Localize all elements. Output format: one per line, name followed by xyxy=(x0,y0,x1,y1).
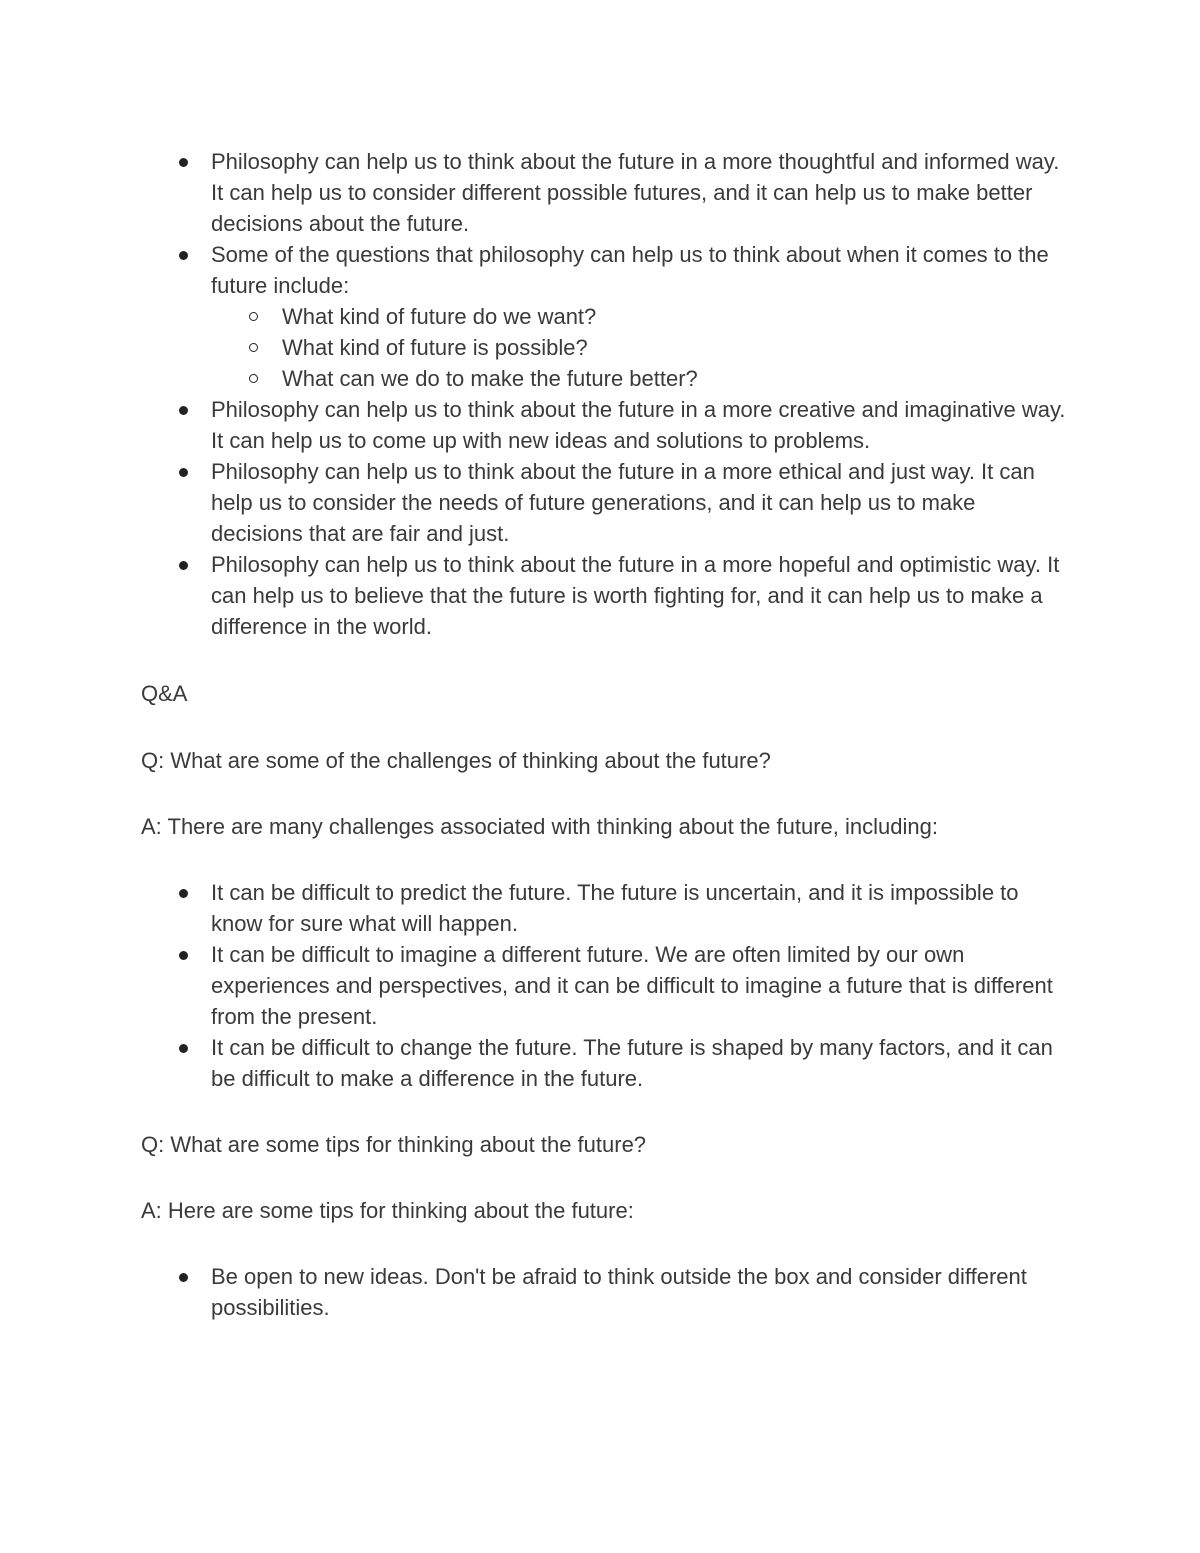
list-item xyxy=(211,549,1066,642)
list-item xyxy=(211,877,1066,939)
bullet-dot-icon xyxy=(179,951,188,960)
list-item xyxy=(211,1032,1066,1094)
sub-list-item-text: What kind of future do we want? xyxy=(282,304,597,329)
list-item-text: Philosophy can help us to think about the future in a more ethical and just way. It can help us to consider the needs of future generations, and it can help us to make decisions that are fair and just. xyxy=(211,459,1035,546)
sub-list-item xyxy=(282,301,1066,332)
bullet-dot-icon xyxy=(179,468,188,477)
list-item-text: It can be difficult to imagine a different future. We are often limited by our own experiences and perspectives, and it can be difficult to imagine a future that is different from the present. xyxy=(211,942,1053,1029)
list-item xyxy=(211,939,1066,1032)
bullet-circle-icon xyxy=(249,374,258,383)
bullet-dot-icon xyxy=(179,561,188,570)
list-item-text: Philosophy can help us to think about the future in a more creative and imaginative way. It can help us to come up with new ideas and solutions to problems. xyxy=(211,397,1066,453)
bullet-circle-icon xyxy=(249,343,258,352)
answer-2-bullet-list xyxy=(141,1261,1066,1323)
document-content xyxy=(141,146,1066,1323)
list-item-text: Some of the questions that philosophy can help us to think about when it comes to the future include: xyxy=(211,242,1049,298)
bullet-dot-icon xyxy=(179,1273,188,1282)
answer-2: A: Here are some tips for thinking about the future: xyxy=(141,1198,634,1223)
list-item xyxy=(211,394,1066,456)
question-2: Q: What are some tips for thinking about the future? xyxy=(141,1132,647,1157)
bullet-dot-icon xyxy=(179,889,188,898)
sub-list-item xyxy=(282,363,1066,394)
intro-bullet-list xyxy=(141,146,1066,642)
answer-1: A: There are many challenges associated with thinking about the future, including: xyxy=(141,814,938,839)
question-1: Q: What are some of the challenges of thinking about the future? xyxy=(141,748,771,773)
list-item-text: It can be difficult to change the future. The future is shaped by many factors, and it can be difficult to make a difference in the future. xyxy=(211,1035,1053,1091)
list-item xyxy=(211,239,1066,394)
list-item xyxy=(211,456,1066,549)
list-item xyxy=(211,146,1066,239)
bullet-dot-icon xyxy=(179,406,188,415)
list-item xyxy=(211,1261,1066,1323)
bullet-dot-icon xyxy=(179,251,188,260)
sub-list-item-text: What can we do to make the future better? xyxy=(282,366,698,391)
list-item-text: Philosophy can help us to think about the future in a more thoughtful and informed way. It can help us to consider different possible futures, and it can help us to make better decisions about the future. xyxy=(211,149,1060,236)
bullet-dot-icon xyxy=(179,158,188,167)
answer-1-bullet-list xyxy=(141,877,1066,1094)
list-item-text: Philosophy can help us to think about the future in a more hopeful and optimistic way. It can help us to believe that the future is worth fighting for, and it can help us to make a difference in the world. xyxy=(211,552,1060,639)
sub-list-item-text: What kind of future is possible? xyxy=(282,335,588,360)
list-item-text: Be open to new ideas. Don't be afraid to think outside the box and consider different possibilities. xyxy=(211,1264,1027,1320)
qa-heading: Q&A xyxy=(141,681,188,706)
list-item-text: It can be difficult to predict the future. The future is uncertain, and it is impossible to know for sure what will happen. xyxy=(211,880,1019,936)
bullet-dot-icon xyxy=(179,1044,188,1053)
bullet-circle-icon xyxy=(249,312,258,321)
sub-bullet-list xyxy=(211,301,1066,394)
sub-list-item xyxy=(282,332,1066,363)
